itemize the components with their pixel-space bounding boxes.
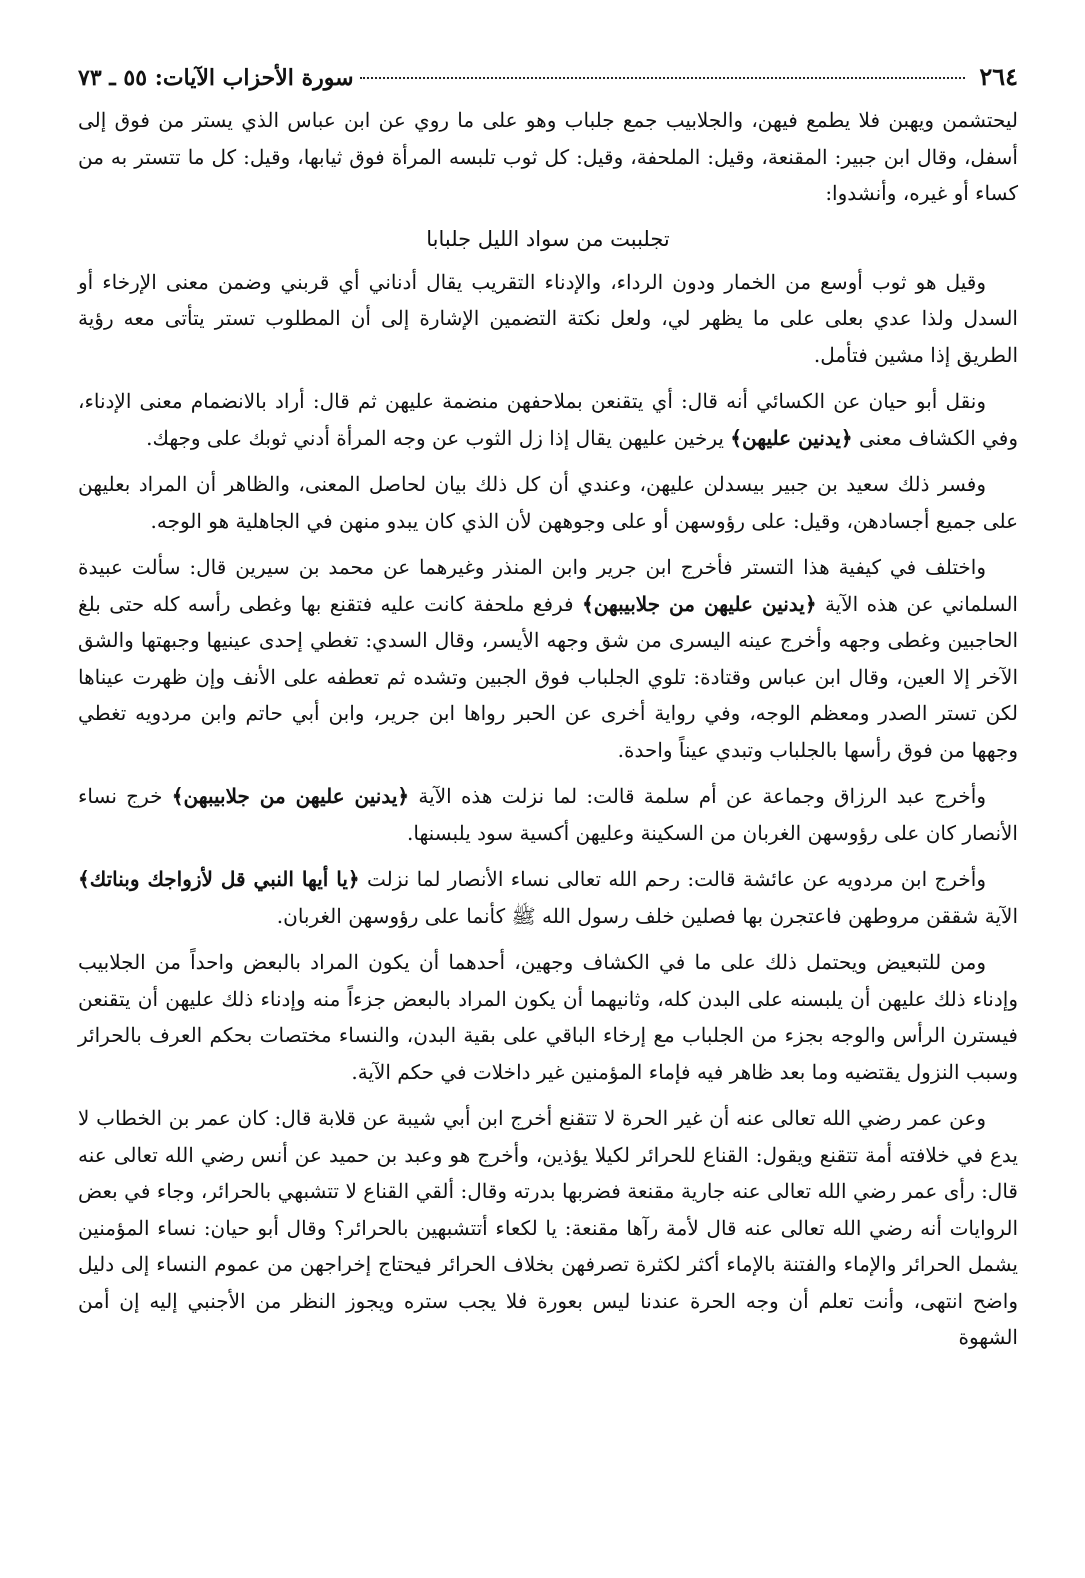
paragraph-text: وأخرج ابن مردويه عن عائشة قالت: رحم الله تعالى نساء الأنصار لما نزلت bbox=[359, 867, 987, 891]
poetry-verse: تجلببت من سواد الليل جلبابا bbox=[426, 226, 670, 251]
quran-quote: ﴿يدنين عليهن من جلابيبهن﴾ bbox=[171, 784, 410, 808]
paragraph bbox=[78, 264, 1018, 374]
quran-quote: ﴿يدنين عليهن﴾ bbox=[730, 425, 853, 450]
dotted-leader bbox=[360, 77, 966, 79]
paragraph bbox=[78, 861, 1018, 934]
paragraph-text: يرخين عليهن يقال إذا زل الثوب عن وجه المرأة أدني ثوبك على وجهك. bbox=[146, 425, 731, 450]
paragraph bbox=[78, 778, 1018, 851]
running-head bbox=[78, 62, 1018, 102]
page-number: ٢٦٤ bbox=[979, 62, 1018, 91]
paragraph-text: وعن عمر رضي الله تعالى عنه أن غير الحرة لا تتقنع أخرج ابن أبي شيبة عن قلابة قال: كان عمر بن الخطاب لا يدع في خلافته أمة تتقنع ويقول: القناع للحرائر لكيلا يؤذين، وأخرج هو وعبد بن حميد عن أنس رضي الله تعالى عنه قال: رأى عمر رضي الله تعالى عنه جارية مقنعة فضربها بدرته وقال: ألقي القناع لا تتشبهي بالحرائر، وجاء في بعض الروايات أنه رضي الله تعالى عنه قال لأمة رآها مقنعة: يا لكعاء أتتشبهين بالحرائر؟ وقال أبو حيان: نساء المؤمنين يشمل الحرائر والإماء والفتنة بالإماء أكثر لكثرة تصرفهن بخلاف الحرائر فيحتاج إخراجهن من عموم النساء إلى دليل واضح انتهى، وأنت تعلم أن وجه الحرة عندنا ليس بعورة فلا يجب ستره ويجوز النظر من الأجنبي إليه إن أمن الشهوة bbox=[78, 1106, 1018, 1349]
paragraph-text: الآية شققن مروطهن فاعتجرن بها فصلين خلف رسول الله ﷺ كأنما على رؤوسهن الغربان. bbox=[276, 903, 1018, 928]
quran-quote: ﴿يا أيها النبي قل لأزواجك وبناتك﴾ bbox=[78, 867, 360, 891]
paragraph bbox=[78, 466, 1018, 539]
paragraph-text: ونقل أبو حيان عن الكسائي أنه قال: أي يتقنعن بملاحفهن منضمة عليهن ثم قال: أراد بالانضمام معنى الإدناء، وفي الكشاف معنى bbox=[78, 389, 1018, 450]
paragraph bbox=[78, 1100, 1018, 1356]
paragraph-text: ومن للتبعيض ويحتمل ذلك على ما في الكشاف وجهين، أحدهما أن يكون المراد بالبعض واحداً من الجلابيب وإدناء ذلك عليهن أن يلبسنه على البدن كله، وثانيهما أن يكون المراد بالبعض جزءاً منه وإدناء ذلك عليهن أن يتقنعن فيسترن الرأس والوجه بجزء من الجلباب مع إرخاء الباقي على بقية البدن، والنساء مختصات بحكم العرف بالحرائر وسبب النزول يقتضيه وما بعد ظاهر فيه فإماء المؤمنين غير داخلات في حكم الآية. bbox=[78, 950, 1018, 1084]
paragraph bbox=[78, 383, 1018, 456]
quran-quote: ﴿يدنين عليهن من جلابيبهن﴾ bbox=[581, 591, 817, 616]
paragraph-text: وقيل هو ثوب أوسع من الخمار ودون الرداء، والإدناء التقريب يقال أدناني أي قربني وضمن معنى الإرخاء أو السدل ولذا عدي بعلى على ما يظهر لي، ولعل نكتة التضمين الإشارة إلى أن المطلوب تستر يتأتى معه رؤية الطريق إذا مشين فتأمل. bbox=[78, 269, 1018, 367]
paragraph-text: وفسر ذلك سعيد بن جبير بيسدلن عليهن، وعندي أن كل ذلك بيان لحاصل المعنى، والظاهر أن المراد بعليهن على جميع أجسادهن، وقيل: على رؤوسهن أو على وجوههن لأن الذي كان يبدو منهن في الجاهلية هو الوجه. bbox=[78, 472, 1018, 533]
paragraph-text: فرفع ملحفة كانت عليه فتقنع بها وغطى رأسه كله حتى بلغ الحاجبين وغطى وجهه وأخرج عينه اليسرى من شق وجهه الأيسر، وقال السدي: تغطي إحدى عينيها وجبهتها والشق الآخر إلا العين، وقال ابن عباس وقتادة: تلوي الجلباب فوق الجبين وتشده ثم تعطفه على الأنف وإن ظهرت عيناها لكن تستر الصدر ومعظم الوجه، وفي رواية أخرى عن الحبر رواها ابن جرير، وابن أبي حاتم وابن مردويه تغطي وجهها من فوق رأسها بالجلباب وتبدي عيناً واحدة. bbox=[78, 591, 1018, 762]
paragraph-text: ليحتشمن ويهبن فلا يطمع فيهن، والجلابيب جمع جلباب وهو على ما روي عن ابن عباس الذي يستر من فوق إلى أسفل، وقال ابن جبير: المقنعة، وقيل: الملحفة، وقيل: كل ثوب تلبسه المرأة فوق ثيابها، وقيل: كل ما تتستر به من كساء أو غيره، وأنشدوا: bbox=[78, 108, 1018, 205]
paragraph bbox=[78, 102, 1018, 212]
paragraph-text: وأخرج عبد الرزاق وجماعة عن أم سلمة قالت: لما نزلت هذه الآية bbox=[409, 784, 986, 808]
paragraph bbox=[78, 549, 1018, 768]
paragraph-text: واختلف في كيفية هذا التستر فأخرج ابن جرير وابن المنذر وغيرهما عن محمد بن سيرين قال: سألت عبيدة السلماني عن هذه الآية bbox=[78, 555, 1018, 616]
surah-title: سورة الأحزاب الآيات: ٥٥ ـ ٧٣ bbox=[78, 65, 354, 91]
paragraph-text: خرج نساء الأنصار كان على رؤوسهن الغربان من السكينة وعليهن أكسية سود يلبسنها. bbox=[78, 784, 1018, 845]
paragraph bbox=[78, 944, 1018, 1090]
body-text bbox=[78, 102, 1018, 1356]
page bbox=[78, 62, 1018, 1366]
